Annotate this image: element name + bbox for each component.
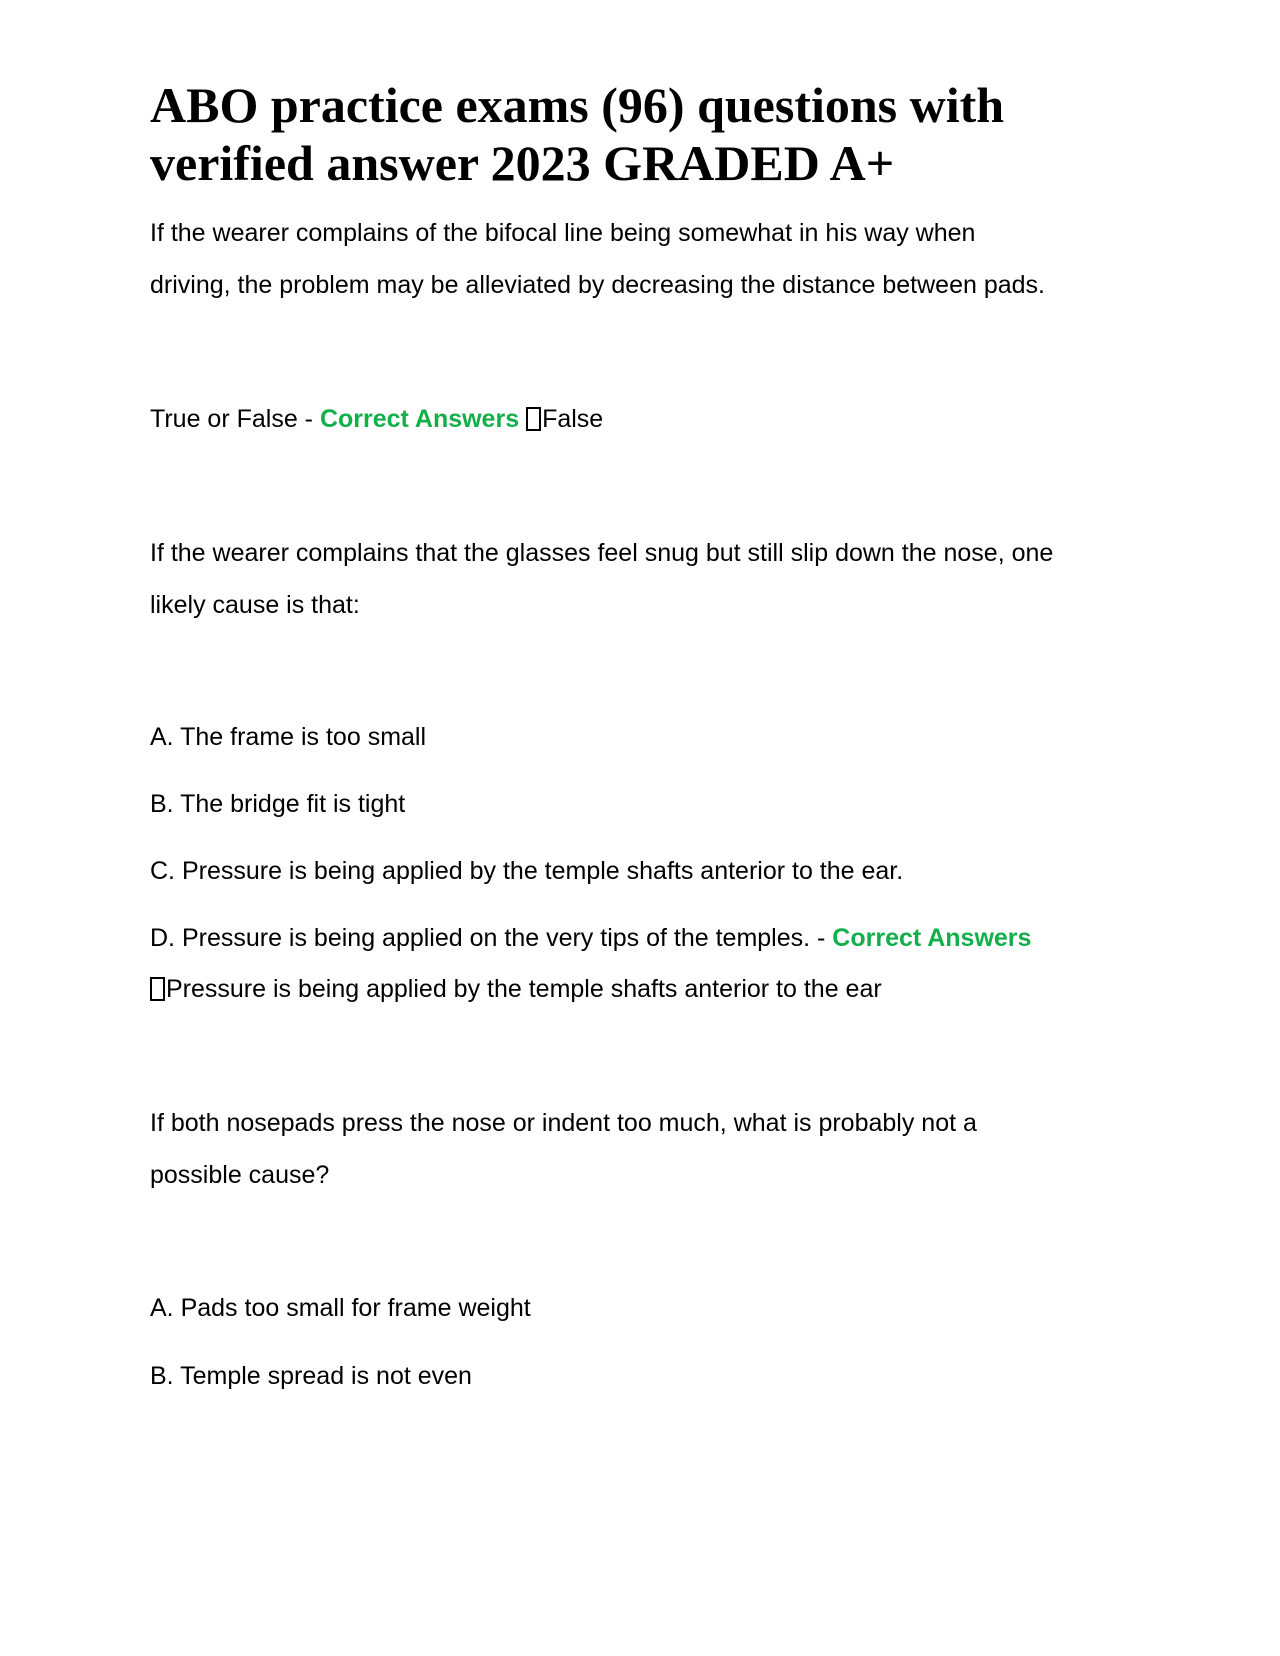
q1-answer-value: False — [542, 405, 604, 433]
q2-answer-line — [150, 974, 882, 1004]
q1-answer-line — [150, 404, 603, 434]
q2-text-line-1: If the wearer complains that the glasses feel snug but still slip down the nose, one — [150, 539, 1054, 567]
q3-text-line-2: possible cause? — [150, 1161, 330, 1189]
q2-correct-answers-label: Correct Answers — [832, 924, 1032, 952]
q2-option-b: B. The bridge fit is tight — [150, 790, 406, 818]
q2-answer-value: Pressure is being applied by the temple shafts anterior to the ear — [166, 975, 882, 1003]
q2-option-c: C. Pressure is being applied by the temple shafts anterior to the ear. — [150, 857, 904, 885]
q3-option-b: B. Temple spread is not even — [150, 1362, 472, 1390]
q1-correct-answers-label: Correct Answers — [319, 405, 520, 433]
q2-option-d — [150, 923, 1031, 953]
q3-text-line-1: If both nosepads press the nose or indent too much, what is probably not a — [150, 1109, 977, 1137]
missing-glyph-icon — [526, 407, 541, 431]
q2-option-a: A. The frame is too small — [150, 723, 427, 751]
missing-glyph-icon — [150, 977, 165, 1001]
q1-text-line-1: If the wearer complains of the bifocal line being somewhat in his way when — [150, 219, 976, 247]
q1-answer-prefix: True or False - — [150, 405, 320, 433]
q2-text-line-2: likely cause is that: — [150, 591, 360, 619]
q2-option-d-text: D. Pressure is being applied on the very tips of the temples. - — [150, 924, 833, 952]
document-title: ABO practice exams (96) questions with verified answer 2023 GRADED A+ — [150, 77, 1005, 191]
q3-option-a: A. Pads too small for frame weight — [150, 1294, 531, 1322]
q1-text-line-2: driving, the problem may be alleviated by decreasing the distance between pads. — [150, 271, 1045, 299]
